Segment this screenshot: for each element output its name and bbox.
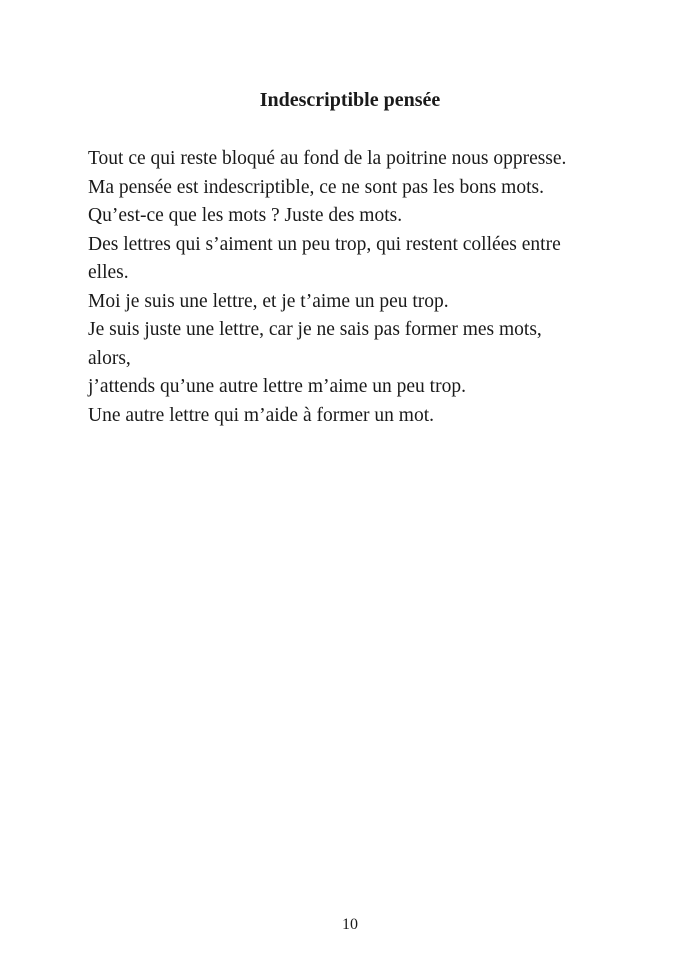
poem-line: Je suis juste une lettre, car je ne sais pas former mes mots, [88,319,542,340]
poem-line: Tout ce qui reste bloqué au fond de la poitrine nous oppresse. [88,148,567,169]
poem-line: Une autre lettre qui m’aide à former un mot. [88,404,434,426]
poem-line: alors, [88,347,131,369]
poem-line: elles. [88,262,129,283]
poem-line: Moi je suis une lettre, et je t’aime un peu trop. [88,290,449,312]
poem-title: Indescriptible pensée [259,89,441,111]
poem-line: j’attends qu’une autre lettre m’aime un peu trop. [88,376,466,397]
poem-line: Ma pensée est indescriptible, ce ne sont pas les bons mots. [88,176,544,198]
poem-line: Des lettres qui s’aiment un peu trop, qui restent collées entre [88,233,561,255]
poem-body [88,145,628,430]
page-number: 10 [342,916,358,933]
poem-line: Qu’est-ce que les mots ? Juste des mots. [88,205,403,226]
